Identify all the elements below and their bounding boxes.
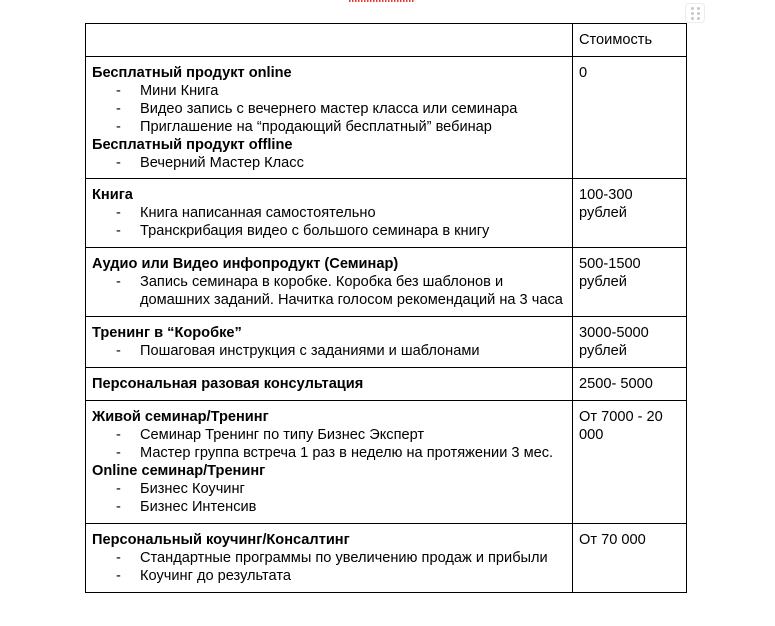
item-list — [92, 154, 566, 172]
table-row — [86, 179, 687, 248]
header-cell-product[interactable] — [86, 24, 573, 57]
price-cell[interactable]: От 70 000 — [573, 524, 687, 593]
list-item: - Мини Книга — [92, 82, 566, 100]
list-item: - Стандартные программы по увеличению продаж и прибыли — [92, 549, 566, 567]
category-title: Персональная разовая консультация — [92, 376, 364, 392]
table-row — [86, 57, 687, 179]
category-title: Тренинг в “Коробке” — [92, 325, 242, 341]
category-title: Бесплатный продукт offline — [92, 137, 293, 153]
drag-handle-icon[interactable] — [685, 3, 705, 23]
item-list — [92, 204, 566, 240]
list-item: - Транскрибация видео с большого семинара в книгу — [92, 222, 566, 240]
product-cell[interactable] — [86, 368, 573, 401]
table-row — [86, 317, 687, 368]
list-item: - Видео запись с вечернего мастер класса или семинара — [92, 100, 566, 118]
list-item: - Мастер группа встреча 1 раз в неделю на протяжении 3 мес. — [92, 444, 566, 462]
list-item: - Бизнес Интенсив — [92, 498, 566, 516]
price-cell[interactable]: 500-1500 рублей — [573, 248, 687, 317]
product-cell[interactable] — [86, 401, 573, 524]
list-item: - Пошаговая инструкция с заданиями и шаблонами — [92, 342, 566, 360]
product-cell[interactable] — [86, 57, 573, 179]
product-cell[interactable] — [86, 248, 573, 317]
list-item: - Бизнес Коучинг — [92, 480, 566, 498]
table-row — [86, 524, 687, 593]
table-row — [86, 368, 687, 401]
table-row — [86, 248, 687, 317]
item-list — [92, 273, 566, 309]
product-cell[interactable] — [86, 179, 573, 248]
table-row — [86, 401, 687, 524]
item-list — [92, 549, 566, 585]
price-table — [85, 23, 687, 593]
category-title: Живой семинар/Тренинг — [92, 409, 269, 425]
item-list — [92, 82, 566, 136]
category-title: Бесплатный продукт online — [92, 65, 292, 81]
price-cell[interactable]: 2500- 5000 — [573, 368, 687, 401]
list-item: - Коучинг до результата — [92, 567, 566, 585]
list-item: - Книга написанная самостоятельно — [92, 204, 566, 222]
price-cell[interactable]: 0 — [573, 57, 687, 179]
table-header-row — [86, 24, 687, 57]
item-list — [92, 480, 566, 516]
list-item: - Семинар Тренинг по типу Бизнес Эксперт — [92, 426, 566, 444]
header-cell-price[interactable]: Стоимость — [573, 24, 687, 57]
price-cell[interactable]: 100-300 рублей — [573, 179, 687, 248]
list-item: - Приглашение на “продающий бесплатный” вебинар — [92, 118, 566, 136]
price-cell[interactable]: От 7000 - 20 000 — [573, 401, 687, 524]
category-title: Аудио или Видео инфопродукт (Семинар) — [92, 256, 399, 272]
item-list — [92, 426, 566, 462]
category-title: Персональный коучинг/Консалтинг — [92, 532, 350, 548]
item-list — [92, 342, 566, 360]
product-cell[interactable] — [86, 524, 573, 593]
spellcheck-underline — [349, 0, 415, 2]
category-title: Online семинар/Тренинг — [92, 463, 266, 479]
list-item: - Вечерний Мастер Класс — [92, 154, 566, 172]
list-item: - Запись семинара в коробке. Коробка без шаблонов и домашних заданий. Начитка голосом рекомендаций на 3 часа — [92, 273, 566, 309]
price-cell[interactable]: 3000-5000 рублей — [573, 317, 687, 368]
category-title: Книга — [92, 187, 133, 203]
product-cell[interactable] — [86, 317, 573, 368]
